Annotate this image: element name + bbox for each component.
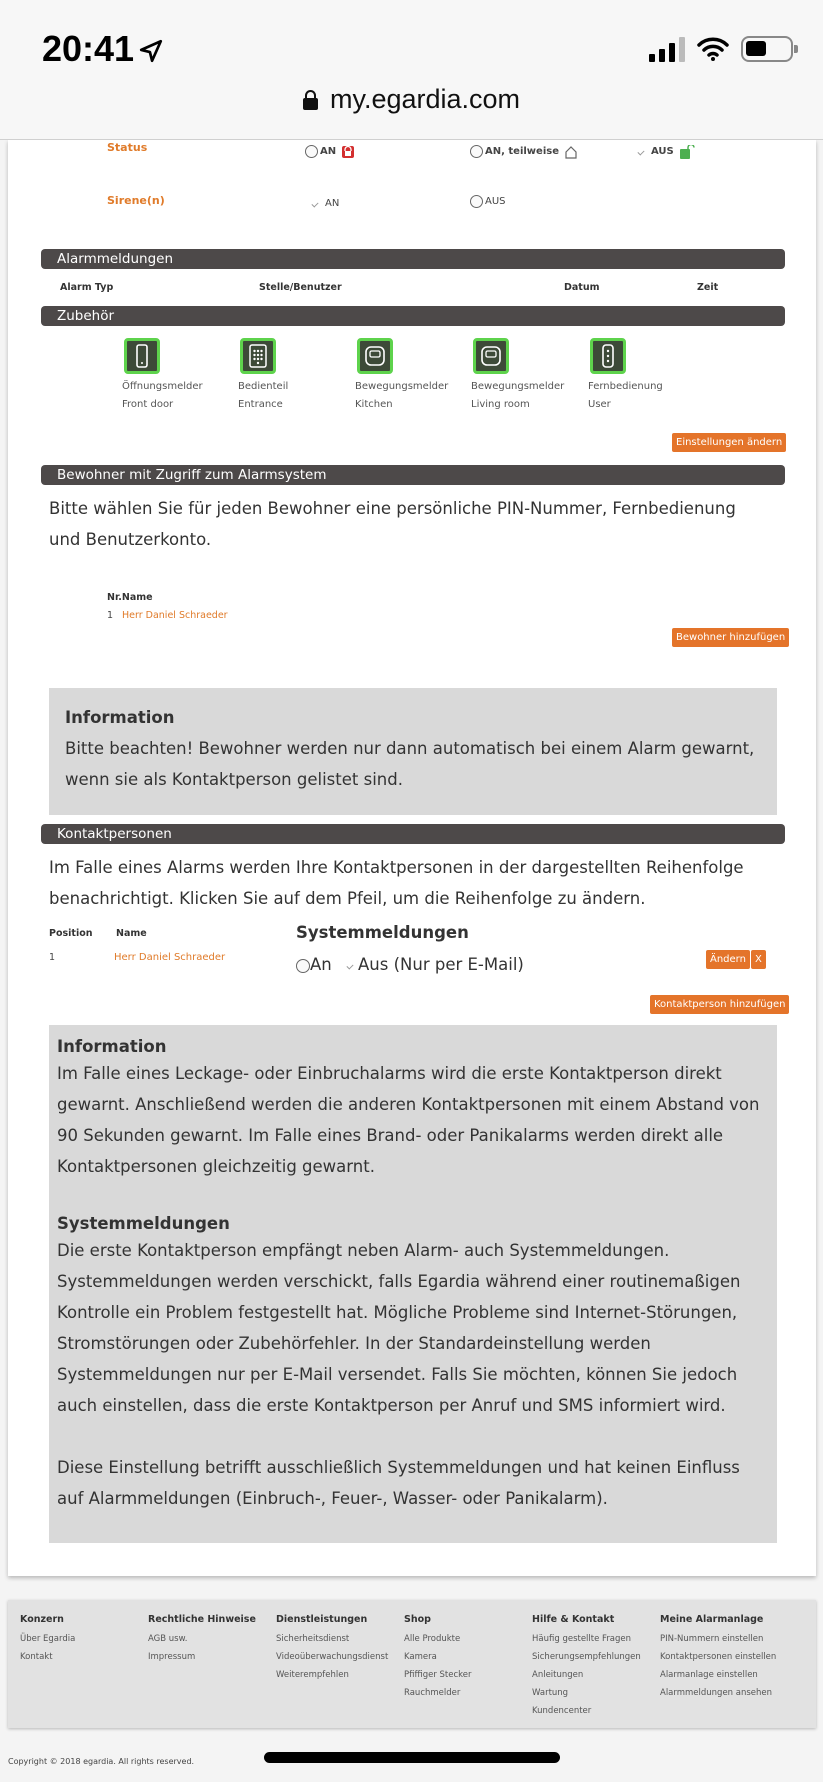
col-date: Datum (564, 282, 600, 293)
status-option-off[interactable]: AUS (637, 141, 695, 160)
resident-name-link[interactable]: Herr Daniel Schraeder (122, 610, 228, 621)
accessory-front-door[interactable]: Öffnungsmelder Front door (122, 338, 242, 414)
footer-link[interactable]: Videoüberwachungsdienst (276, 1652, 389, 1662)
clock: 20:41 (42, 28, 135, 69)
contacts-info-title: Information (57, 1037, 167, 1056)
siren-option-off[interactable]: AUS (470, 191, 506, 210)
accessory-living-room[interactable]: Bewegungsmelder Living room (471, 338, 591, 414)
system-option-on[interactable]: An (296, 955, 332, 974)
residents-intro: Bitte wählen Sie für jeden Bewohner eine persönliche PIN-Nummer, Fernbedienung und Benutzerkonto. (49, 499, 736, 549)
residents-info-box (49, 688, 777, 815)
add-resident-button[interactable]: Bewohner hinzufügen (672, 628, 789, 647)
col-location-user: Stelle/Benutzer (259, 282, 342, 293)
accessories-section-header: Zubehör (41, 306, 785, 326)
system-messages-text: Die erste Kontaktperson empfängt neben Alarm- auch Systemmeldungen. Systemmeldungen werden verschickt, falls Egardia während einer routinemaßigen Kontrolle ein Problem festgestellt hat. Mögliche Probleme sind Internet-Störungen, Stromstörungen oder Zubehörfehler. In der Standardeinstellung werden Systemmeldungen nur per E-Mail versendet. Falls Sie möchten, können Sie jedoch auch einstellen, dass die erste Kontaktperson per Anruf und SMS informiert wird. (57, 1241, 741, 1415)
contacts-info-text: Im Falle eines Leckage- oder Einbruchalarms wird die erste Kontaktperson direkt gewarnt. Anschließend werden die anderen Kontaktpersonen mit einem Abstand von 90 Sekunden gewarnt. Im Falle eines Brand- oder Panikalarms werden direkt alle Kontaktpersonen gleichzeitig gewarnt. (57, 1064, 760, 1176)
residents-info-text: Bitte beachten! Bewohner werden nur dann automatisch bei einem Alarm gewarnt, wenn sie als Kontaktperson gelistet sind. (65, 739, 755, 789)
edit-contact-button[interactable]: Ändern (706, 950, 750, 969)
battery-icon (741, 36, 793, 62)
contact-position: 1 (49, 952, 56, 963)
footer-col-services: Dienstleistungen Sicherheitsdienst Videoüberwachungsdienst Weiterempfehlen (276, 1614, 388, 1684)
contacts-intro: Im Falle eines Alarms werden Ihre Kontaktpersonen in der dargestellten Reihenfolge benachrichtigt. Klicken Sie auf dem Pfeil, um die Reihenfolge zu ändern. (49, 858, 744, 908)
motion-sensor-icon (473, 338, 509, 374)
footer-link[interactable]: Alarmanlage einstellen (660, 1670, 758, 1680)
footer-link[interactable]: Sicherheitsdienst (276, 1634, 350, 1644)
cellular-signal-icon (649, 36, 685, 62)
door-sensor-icon (124, 338, 160, 374)
accessory-entrance[interactable]: Bedienteil Entrance (238, 338, 358, 414)
footer-link[interactable]: AGB usw. (148, 1634, 188, 1644)
footer-link[interactable]: Alarmmeldungen ansehen (660, 1688, 773, 1698)
col-system-messages: Systemmeldungen (296, 923, 469, 942)
status-option-partial[interactable]: AN, teilweise (470, 141, 578, 160)
browser-chrome (0, 0, 823, 140)
home-indicator[interactable] (264, 1752, 560, 1763)
footer-link[interactable]: Sicherungsempfehlungen (532, 1652, 641, 1662)
siren-label: Sirene(n) (107, 194, 165, 207)
site-footer (8, 1600, 816, 1728)
footer-link[interactable]: Rauchmelder (404, 1688, 461, 1698)
footer-link[interactable]: PIN-Nummern einstellen (660, 1634, 764, 1644)
address-bar[interactable] (0, 84, 823, 115)
accessory-kitchen[interactable]: Bewegungsmelder Kitchen (355, 338, 475, 414)
footer-link[interactable]: Kamera (404, 1652, 437, 1662)
col-name: Name (116, 928, 147, 939)
unlocked-icon (679, 145, 695, 159)
footer-col-help: Hilfe & Kontakt Häufig gestellte Fragen Sicherungsempfehlungen Anleitungen Wartung Kundencenter (532, 1614, 641, 1720)
siren-option-on[interactable]: AN (311, 193, 339, 212)
footer-link[interactable]: Über Egardia (20, 1634, 76, 1644)
motion-sensor-icon (357, 338, 393, 374)
wifi-icon (697, 37, 729, 61)
footer-link[interactable]: Kontakt (20, 1652, 53, 1662)
delete-contact-button[interactable]: X (751, 950, 766, 969)
col-position: Position (49, 928, 93, 939)
footer-link[interactable]: Häufig gestellte Fragen (532, 1634, 632, 1644)
copyright-text: Copyright © 2018 egardia. All rights reserved. (8, 1757, 195, 1766)
residents-section-header: Bewohner mit Zugriff zum Alarmsystem (41, 465, 785, 485)
accessory-user-remote[interactable]: Fernbedienung User (588, 338, 708, 414)
footer-link[interactable]: Wartung (532, 1688, 569, 1698)
alarm-armed-icon (341, 145, 355, 159)
house-icon (564, 145, 578, 159)
resident-nr: 1 (107, 610, 114, 621)
system-option-off-email[interactable]: Aus (Nur per E-Mail) (346, 955, 524, 974)
footer-link[interactable]: Kontaktpersonen einstellen (660, 1652, 777, 1662)
footer-col-legal: Rechtliche Hinweise AGB usw. Impressum (148, 1614, 256, 1666)
footer-link[interactable]: Anleitungen (532, 1670, 584, 1680)
col-time: Zeit (697, 282, 719, 293)
footer-link[interactable]: Pfiffiger Stecker (404, 1670, 472, 1680)
footer-link[interactable]: Alle Produkte (404, 1634, 461, 1644)
system-messages-title: Systemmeldungen (57, 1214, 230, 1233)
main-content-card (8, 140, 816, 1576)
url-text: my.egardia.com (329, 84, 521, 114)
footer-link[interactable]: Impressum (148, 1652, 196, 1662)
system-messages-note: Diese Einstellung betrifft ausschließlich Systemmeldungen und hat keinen Einfluss auf Alarmmeldungen (Einbruch-, Feuer-, Wasser- oder Panikalarm). (57, 1458, 740, 1508)
remote-control-icon (590, 338, 626, 374)
status-label: Status (107, 141, 148, 154)
change-settings-button[interactable]: Einstellungen ändern (672, 433, 786, 452)
footer-col-shop: Shop Alle Produkte Kamera Pfiffiger Stecker Rauchmelder (404, 1614, 472, 1702)
alarm-section-header: Alarmmeldungen (41, 249, 785, 269)
footer-col-konzern: Konzern Über Egardia Kontakt (20, 1614, 75, 1666)
residents-info-title: Information (65, 708, 175, 727)
footer-col-my-alarm: Meine Alarmanlage PIN-Nummern einstellen Kontaktpersonen einstellen Alarmanlage einstellen Alarmmeldungen ansehen (660, 1614, 776, 1702)
contact-name-link[interactable]: Herr Daniel Schraeder (114, 952, 226, 963)
residents-table-header: Nr.Name (107, 592, 153, 603)
col-alarm-type: Alarm Typ (60, 282, 114, 293)
footer-link[interactable]: Weiterempfehlen (276, 1670, 349, 1680)
contacts-info-box (49, 1025, 777, 1543)
add-contact-button[interactable]: Kontaktperson hinzufügen (650, 995, 789, 1014)
footer-link[interactable]: Kundencenter (532, 1706, 592, 1716)
contacts-section-header: Kontaktpersonen (41, 824, 785, 844)
location-arrow-icon (138, 38, 164, 64)
keypad-icon (240, 338, 276, 374)
lock-icon (303, 90, 318, 110)
status-option-on[interactable]: AN (305, 141, 355, 160)
